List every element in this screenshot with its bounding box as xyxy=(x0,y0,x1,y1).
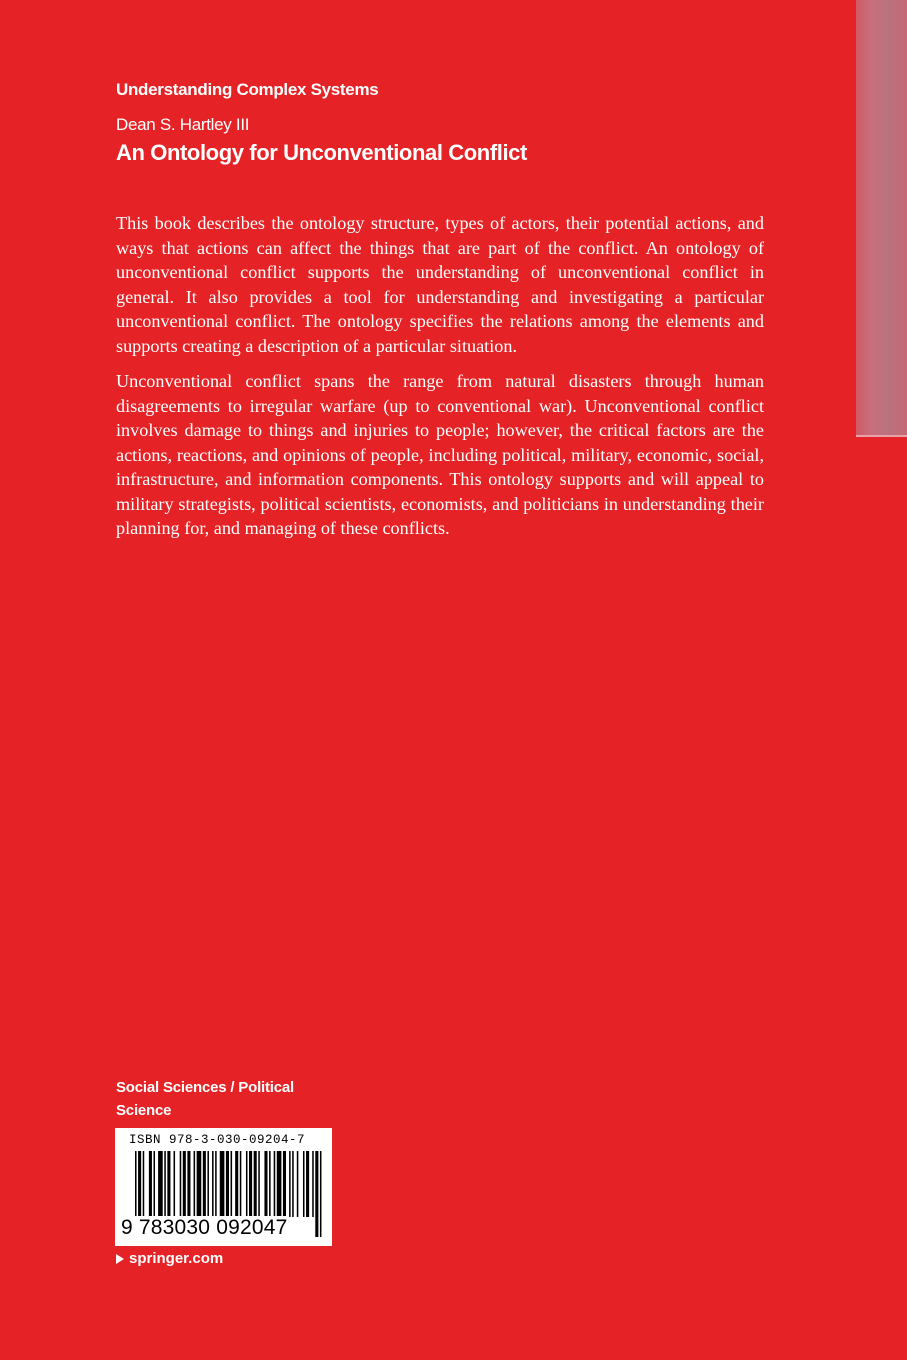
barcode-bar xyxy=(164,1151,166,1217)
blurb xyxy=(116,211,764,552)
barcode-bar xyxy=(167,1151,170,1217)
book-title: An Ontology for Unconventional Conflict xyxy=(116,140,527,165)
barcode-bar xyxy=(297,1151,299,1217)
blurb-paragraph: This book describes the ontology structure, types of actors, their potential actions, and ways that actions can affect the things that are part of the conflict. An ontology of unconventional conflict supports the understanding of unconventional conflict in general. It also provides a tool for understanding and investigating a particular unconventional conflict. The ontology specifies the relations among the elements and supports creating a description of a particular situation. xyxy=(116,213,764,356)
barcode-bar xyxy=(183,1151,186,1217)
barcode-bar xyxy=(246,1151,248,1217)
barcode-bar xyxy=(197,1151,202,1217)
isbn-label: ISBN 978-3-030-09204-7 xyxy=(129,1133,306,1147)
author-name: Dean S. Hartley III xyxy=(116,115,250,134)
barcode-bar xyxy=(207,1151,209,1217)
barcode-bar xyxy=(269,1151,271,1217)
barcode-bar xyxy=(312,1151,314,1217)
barcode-digits-text: 9 783030 092047 xyxy=(121,1216,288,1239)
barcode-bar xyxy=(215,1151,217,1217)
barcode-bar xyxy=(258,1151,260,1217)
barcode-bar xyxy=(277,1151,282,1217)
barcode-bar xyxy=(289,1151,291,1217)
barcode-bar xyxy=(203,1151,206,1217)
barcode-bar xyxy=(220,1151,225,1217)
blurb-paragraph: Unconventional conflict spans the range from natural disasters through human disagreements to irregular warfare (up to conventional war). Unconventional conflict involves damage to things and injuries to people; however, the critical factors are the actions, reactions, and opinions of people, including political, military, economic, social, infrastructure, and information components. This ontology supports and will appeal to military strategists, political scientists, economists, and politicians in understanding their planning for, and managing of these conflicts. xyxy=(116,371,764,538)
arrow-right-icon xyxy=(116,1254,124,1264)
barcode-bar xyxy=(174,1151,176,1217)
barcode-bar xyxy=(264,1151,267,1217)
publisher-url: springer.com xyxy=(129,1250,224,1267)
publisher-link[interactable] xyxy=(116,1250,223,1267)
barcode-bar xyxy=(274,1151,276,1217)
barcode-bar xyxy=(249,1151,252,1217)
barcode-bar xyxy=(187,1151,190,1217)
barcode-bar xyxy=(283,1151,286,1217)
barcode-bar xyxy=(240,1151,242,1217)
barcode-bar xyxy=(254,1151,257,1217)
barcode-bar xyxy=(292,1151,294,1217)
subject-category: Social Sciences / Political Science xyxy=(116,1079,295,1119)
series-name: Understanding Complex Systems xyxy=(116,80,379,99)
barcode-bar xyxy=(212,1151,214,1217)
barcode-bar xyxy=(153,1151,155,1217)
barcode-bar xyxy=(149,1151,152,1217)
barcode-bar xyxy=(306,1151,309,1217)
barcode-bar xyxy=(180,1151,182,1217)
barcode-bar xyxy=(143,1151,145,1217)
barcode-bar xyxy=(158,1151,163,1217)
barcode-bar xyxy=(226,1151,229,1217)
isbn-barcode xyxy=(115,1128,332,1246)
spine-strip xyxy=(856,0,907,437)
barcode-bar xyxy=(194,1151,196,1217)
barcode-digits xyxy=(121,1216,326,1240)
barcode-bar xyxy=(303,1151,305,1217)
